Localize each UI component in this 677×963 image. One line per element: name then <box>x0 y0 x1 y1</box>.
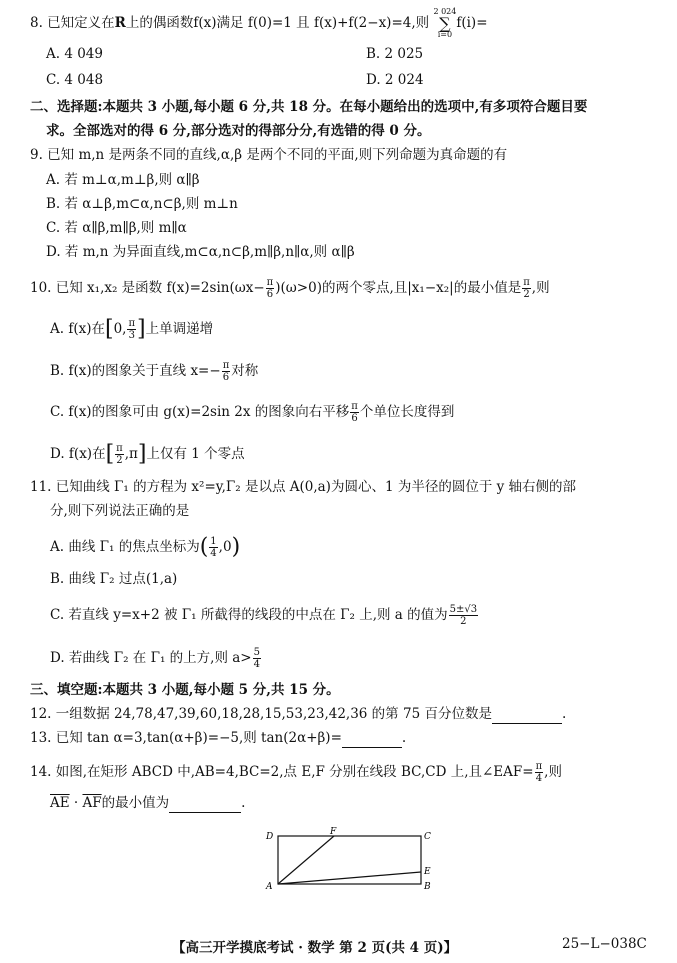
q10-option-c: C. f(x)的图象可由 g(x)=2sin 2x 的图象向右平移 $\frac{\pi}{6}$ 个单位长度得到 <box>50 401 455 424</box>
answer-blank <box>342 729 402 748</box>
label-B: B <box>424 882 431 892</box>
q11-stem-line1: 11. 已知曲线 Γ₁ 的方程为 x²=y,Γ₂ 是以点 A(0,a)为圆心、1 为半径的圆位于 y 轴右侧的部 <box>30 479 577 495</box>
q11-option-d: D. 若曲线 Γ₂ 在 Γ₁ 的上方,则 a> $\frac{5}{4}$ <box>50 647 260 670</box>
q14-stem-line2: $\overline{AE} \cdot \overline{AF}$的最小值为 . <box>50 795 246 811</box>
fraction-pi-over-4: $\frac{\pi}{4}$ <box>535 761 543 784</box>
label-C: C <box>424 832 431 842</box>
section2-heading: 二、选择题:本题共 3 小题,每小题 6 分,共 18 分。在每小题给出的选项中,有多项符合题目要 <box>30 99 588 115</box>
section3-heading: 三、填空题:本题共 3 小题,每小题 5 分,共 15 分。 <box>30 682 340 698</box>
vector-AE: $\overline{AE}$ <box>50 795 70 811</box>
q11-option-b: B. 曲线 Γ₂ 过点(1,a) <box>50 571 178 587</box>
fraction-pi-over-2: $\frac{\pi}{2}$ <box>523 277 530 300</box>
vector-AF: $\overline{AF}$ <box>82 795 102 811</box>
q9-option-b: B. 若 α⊥β,m⊂α,n⊂β,则 m⊥n <box>46 196 238 212</box>
q9-option-a: A. 若 m⊥α,m⊥β,则 α∥β <box>46 172 200 188</box>
q9-option-c: C. 若 α∥β,m∥β,则 m∥α <box>46 220 187 236</box>
q11-stem-line2: 分,则下列说法正确的是 <box>50 503 190 519</box>
q11-option-c: C. 若直线 y=x+2 被 Γ₁ 所截得的线段的中点在 Γ₂ 上,则 a 的值为 $\frac{5\pm√3}{2}$ <box>50 604 478 627</box>
q8-R: R <box>114 15 126 31</box>
label-A: A <box>266 882 273 892</box>
page-footer-title: 【高三开学摸底考试 · 数学 第 2 页(共 4 页)】 <box>172 940 458 956</box>
q11-option-a: A. 曲线 Γ₁ 的焦点坐标为( $\frac{1}{4}$ ,0) <box>50 534 241 560</box>
sum-symbol: 2 024 ∑ i=0 <box>433 7 457 39</box>
q8-option-b: B. 2 025 <box>366 46 424 62</box>
q9-option-d: D. 若 m,n 为异面直线,m⊂α,n⊂β,m∥β,n∥α,则 α∥β <box>46 244 355 260</box>
q8-stem: 8. 已知定义在R上的偶函数f(x)满足 f(0)=1 且 f(x)+f(2−x)=4,则 2 024 ∑ i=0f(i)= <box>30 7 488 39</box>
q13-question: 13. 已知 tan α=3,tan(α+β)=−5,则 tan(2α+β)= . <box>30 730 407 746</box>
q8-option-a: A. 4 049 <box>46 46 103 62</box>
fraction-pi-over-6: $\frac{\pi}{6}$ <box>266 277 274 300</box>
answer-blank <box>492 705 562 724</box>
label-F: F <box>330 827 337 837</box>
q10-option-b: B. f(x)的图象关于直线 x=− $\frac{\pi}{6}$ 对称 <box>50 360 259 383</box>
rectangle-figure <box>262 826 442 892</box>
q14-stem-line1: 14. 如图,在矩形 ABCD 中,AB=4,BC=2,点 E,F 分别在线段 BC,CD 上,且∠EAF= $\frac{\pi}{4}$ ,则 <box>30 761 562 784</box>
section2-instructions: 求。全部选对的得 6 分,部分选对的得部分分,有选错的得 0 分。 <box>46 123 431 139</box>
q9-stem: 9. 已知 m,n 是两条不同的直线,α,β 是两个不同的平面,则下列命题为真命题的有 <box>30 147 508 163</box>
q12-question: 12. 一组数据 24,78,47,39,60,18,28,15,53,23,42,36 的第 75 百分位数是 . <box>30 706 567 722</box>
page-footer-code: 25−L−038C <box>562 936 647 952</box>
q10-option-d: D. f(x)在[ $\frac{\pi}{2}$ ,π]上仅有 1 个零点 <box>50 441 245 467</box>
q8-option-d: D. 2 024 <box>366 72 424 88</box>
label-E: E <box>424 867 431 877</box>
label-D: D <box>266 832 274 842</box>
answer-blank <box>169 794 241 813</box>
q10-option-a: A. f(x)在[0, $\frac{\pi}{3}$ ]上单调递增 <box>50 316 214 342</box>
q8-option-c: C. 4 048 <box>46 72 104 88</box>
q10-stem: 10. 已知 x₁,x₂ 是函数 f(x)=2sin(ωx− $\frac{\pi}{6}$ )(ω>0)的两个零点,且|x₁−x₂|的最小值是 $\frac{\pi}{2}$ ,则 <box>30 277 550 300</box>
